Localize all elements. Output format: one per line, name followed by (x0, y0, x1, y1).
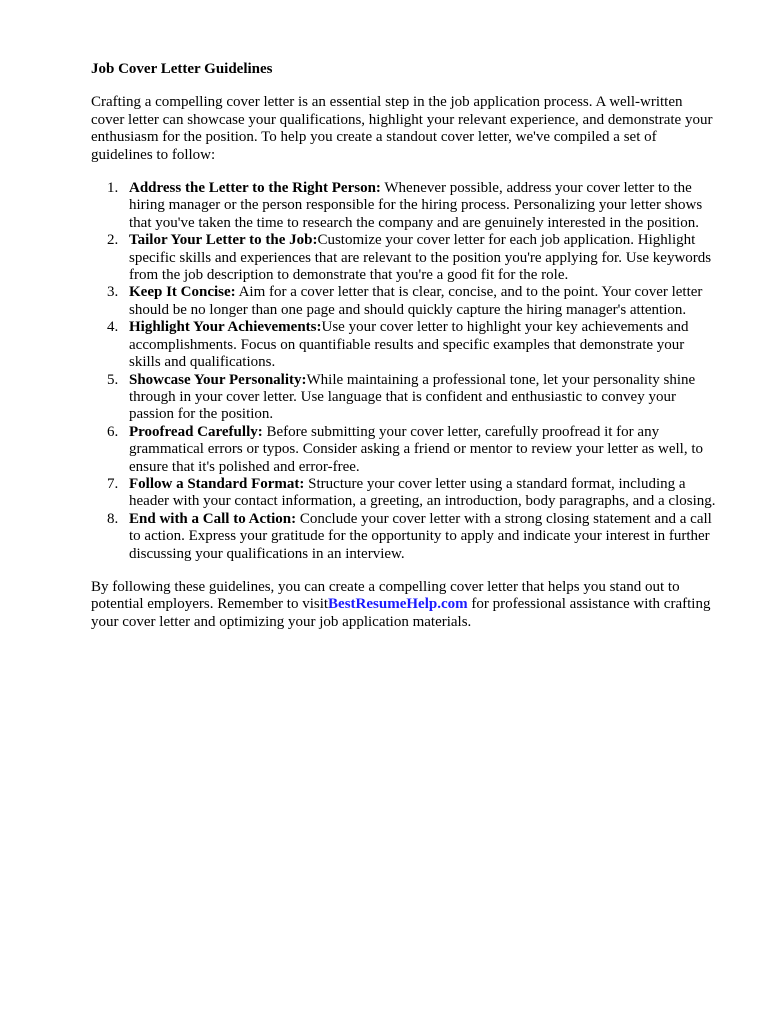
list-item-heading: Address the Letter to the Right Person: (129, 180, 381, 197)
list-item (91, 284, 717, 319)
list-item-body: Conclude your cover letter with a strong closing statement and a call to action. Express your gratitude for the opportunity to apply and indicate your interest in further discussing your qualifications in an interview. (129, 510, 712, 562)
list-item (91, 424, 717, 476)
list-item-number: 8. (107, 510, 119, 527)
list-item-body: Whenever possible, address your cover letter to the hiring manager or the person responsible for the hiring process. Personalizing your letter shows that you've taken the time to research the company and are genuinely interested in the position. (129, 180, 703, 231)
list-item-heading: End with a Call to Action: (129, 510, 297, 527)
list-item-heading: Highlight Your Achievements: (129, 319, 322, 336)
list-item-number: 6. (107, 423, 119, 440)
list-item-number: 1. (107, 180, 119, 197)
closing-paragraph (91, 579, 717, 631)
list-item-body: Use your cover letter to highlight your key achievements and accomplishments. Focus on quantifiable results and specific examples that demonstrate your skills and qualifications. (129, 319, 689, 371)
bestresumehelp-link[interactable]: BestResumeHelp.com (328, 596, 468, 613)
list-item-heading: Keep It Concise: (129, 284, 236, 301)
list-item-number: 7. (107, 475, 119, 492)
list-item-body: While maintaining a professional tone, let your personality shine through in your cover letter. Use language that is confident and enthusiastic to convey your passion for the position. (129, 371, 696, 423)
closing-text-end: for professional assistance with crafting your cover letter and optimizing your job application materials. (91, 596, 711, 630)
document-page (91, 61, 717, 631)
list-item (91, 476, 717, 511)
list-item-heading: Showcase Your Personality: (129, 371, 307, 388)
guidelines-list (91, 180, 717, 563)
list-item-number: 3. (107, 284, 119, 301)
list-item-body: Structure your cover letter using a standard format, including a header with your contact information, a greeting, an introduction, body paragraphs, and a closing. (129, 475, 716, 510)
list-item (91, 180, 717, 232)
list-item-number: 5. (107, 371, 119, 388)
list-item-body: Customize your cover letter for each job application. Highlight specific skills and experiences that are relevant to the position you're applying for. Use keywords from the job description to demonstrate that you're a good fit for the role. (129, 232, 712, 284)
list-item (91, 511, 717, 563)
intro-paragraph: Crafting a compelling cover letter is an essential step in the job application process. A well-written cover letter can showcase your qualifications, highlight your relevant experience, and demonstrate your enthusiasm for the position. To help you create a standout cover letter, we've compiled a set of guidelines to follow: (91, 94, 713, 163)
closing-text-start: By following these guidelines, you can create a compelling cover letter that helps you stand out to potential employers. Remember to visit (91, 578, 680, 613)
list-item-heading: Follow a Standard Format: (129, 475, 305, 492)
list-item (91, 372, 717, 424)
list-item-number: 4. (107, 319, 119, 336)
list-item-body: Aim for a cover letter that is clear, concise, and to the point. Your cover letter should be no longer than one page and should quickly capture the hiring manager's attention. (129, 284, 703, 318)
list-item-heading: Tailor Your Letter to the Job: (129, 232, 318, 249)
list-item (91, 232, 717, 284)
list-item-body: Before submitting your cover letter, carefully proofread it for any grammatical errors or typos. Consider asking a friend or mentor to review your letter as well, to ensure that it's polished and error-free. (129, 423, 703, 475)
document-title: Job Cover Letter Guidelines (91, 61, 273, 77)
list-item-number: 2. (107, 232, 119, 249)
list-item-heading: Proofread Carefully: (129, 423, 263, 440)
list-item (91, 319, 717, 371)
